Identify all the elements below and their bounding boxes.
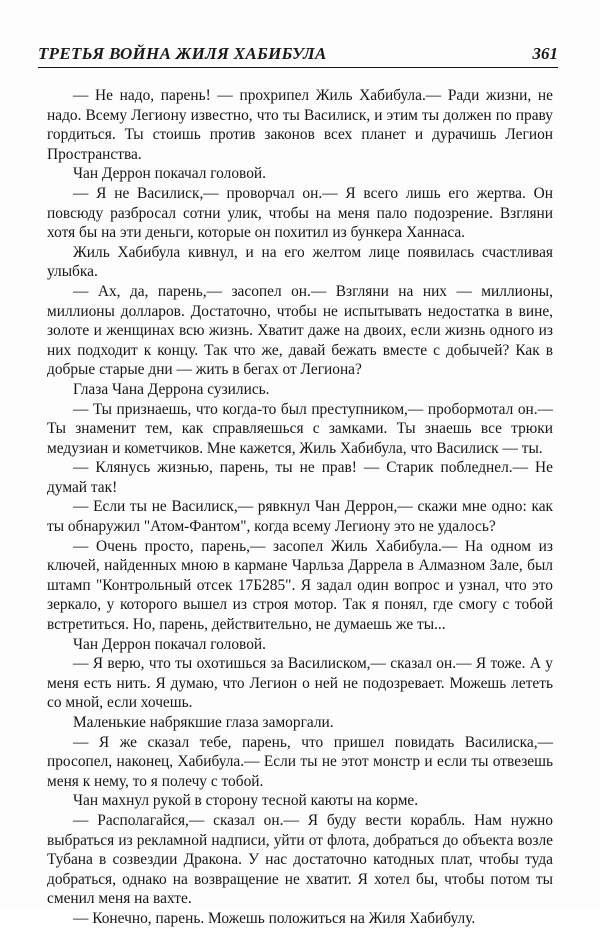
paragraph: — Ты признаешь, что когда-то был преступником,— пробормотал он.— Ты знаменит тем, как справляешься с замками. Ты знаешь все трюки медузиан и кометчиков. Мне кажется, Жиль Хабибула, что Василиск — ты. (47, 400, 553, 457)
running-head (38, 42, 558, 68)
header-rule (38, 67, 558, 68)
paragraph: — Конечно, парень. Можешь положиться на Жиля Хабибулу. (73, 909, 476, 927)
page-number: 361 (532, 44, 558, 63)
paragraph: Чан Деррон покачал головой. (73, 635, 266, 653)
paragraph: Чан Деррон покачал головой. (73, 165, 266, 183)
paragraph: — Я не Василиск,— проворчал он.— Я всего лишь его жертва. Он повсюду разбросал сотни улик, чтобы на меня пало подозрение. Взгляни хотя бы на эти деньги, которые он похитил из бункера Ханнаса. (47, 184, 553, 242)
paragraph: — Очень просто, парень,— засопел Жиль Хабибула.— На одном из ключей, найденных мною в кармане Чарльза Даррела в Алмазном Зале, был штамп "Контрольный отсек 17Б285". Я задал один вопрос и узнал, что это зеркало, у которого вышел из строя мотор. Так я понял, где смогу с тобой встретиться. Но, парень, действительно, не думаешь же ты... (47, 537, 553, 634)
paragraph: — Располагайся,— сказал он.— Я буду вести корабль. Нам нужно выбраться из рекламной надписи, уйти от флота, добраться до объекта возле Тубана в созвездии Дракона. У нас достаточно катодных плат, чтобы туда добраться, однако на возвращение не хватит. Я хотел бы, чтобы потом ты сменил меня на вахте. (47, 811, 553, 908)
paragraph: — Не надо, парень! — прохрипел Жиль Хабибула.— Ради жизни, не надо. Всему Легиону известно, что ты Василиск, и этим ты должен по праву гордиться. Ты стоишь против законов всех планет и дурачишь Легион Пространства. (47, 87, 553, 163)
paragraph: — Я же сказал тебе, парень, что пришел повидать Василиска,— просопел, наконец, Хабибула.— Если ты не этот монстр и если ты отвезешь меня к нему, то я полечу с тобой. (47, 733, 553, 790)
paragraph: Маленькие набрякшие глаза заморгали. (73, 714, 334, 731)
paragraph: — Ах, да, парень,— засопел он.— Взгляни на них — миллионы, миллионы долларов. Достаточно, чтобы не испытывать недостатка в вине, золоте и женщинах всю жизнь. Хватит даже на двоих, если жизнь одного из них подходит к концу. Так что же, давай бежать вместе с добычей? Как в добрые старые дни — жить в бегах от Легиона? (47, 282, 553, 379)
paragraph: Глаза Чана Деррона сузились. (73, 380, 270, 398)
paragraph: Жиль Хабибула кивнул, и на его желтом лице появилась счастливая улыбка. (47, 243, 553, 281)
paragraph: — Я верю, что ты охотишься за Василиском,— сказал он.— Я тоже. А у меня есть нить. Я думаю, что Легион о ней не подозревает. Можешь лететь со мной, если хочешь. (47, 655, 553, 712)
paragraph: — Если ты не Василиск,— рявкнул Чан Деррон,— скажи мне одно: как ты обнаружил "Атом-Фантом", когда всему Легиону это не удалось? (47, 498, 553, 536)
paragraph: Чан махнул рукой в сторону тесной каюты на корме. (73, 792, 419, 810)
paragraph: — Клянусь жизнью, парень, ты не прав! — Старик побледнел.— Не думай так! (47, 459, 553, 496)
running-title: ТРЕТЬЯ ВОЙНА ЖИЛЯ ХАБИБУЛА (38, 44, 327, 63)
body-text (47, 86, 553, 929)
